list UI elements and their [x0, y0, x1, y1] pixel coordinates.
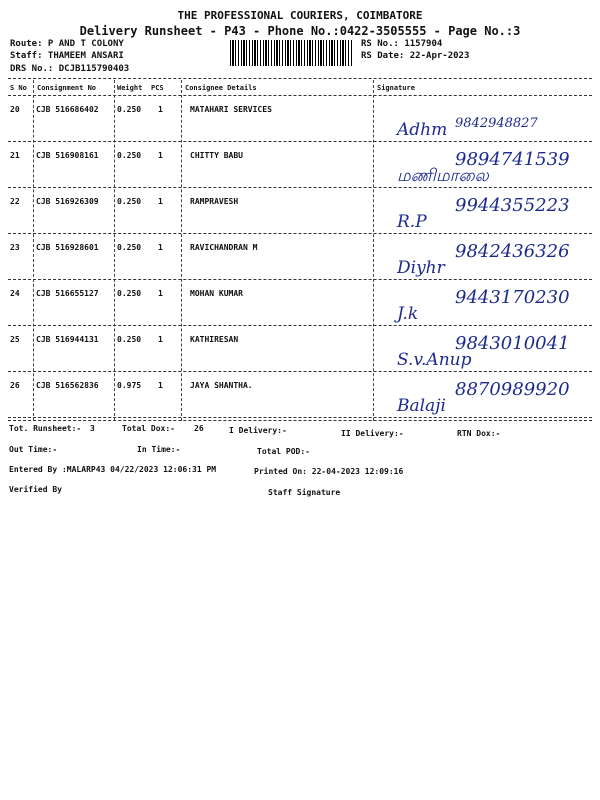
row-consignee: MOHAN KUMAR [190, 289, 243, 298]
row-sno: 22 [10, 197, 20, 206]
row-consignment-no: CJB 516926309 [36, 197, 99, 206]
route-label: Route: P AND T COLONY [10, 39, 124, 49]
rtn-dox-label: RTN Dox:- [457, 429, 501, 438]
table-row [8, 373, 592, 419]
staff-label: Staff: THAMEEM ANSARI [10, 51, 124, 61]
rs-number: RS No.: 1157904 [361, 39, 443, 49]
ii-delivery-label: II Delivery:- [341, 429, 404, 438]
row-sno: 23 [10, 243, 20, 252]
row-pcs: 1 [158, 151, 163, 160]
row-consignment-no: CJB 516562836 [36, 381, 99, 390]
row-consignment-no: CJB 516655127 [36, 289, 99, 298]
row-weight: 0.975 [117, 381, 142, 390]
row-consignee: RAMPRAVESH [190, 197, 239, 206]
signature-phone: 9842436326 [455, 241, 570, 262]
col-weight: Weight [117, 84, 143, 92]
signature-phone: 9944355223 [455, 195, 570, 216]
row-consignee: KATHIRESAN [190, 335, 239, 344]
printed-on: Printed On: 22-04-2023 12:09:16 [254, 467, 404, 476]
row-weight: 0.250 [117, 335, 142, 344]
in-time-label: In Time:- [137, 445, 181, 454]
table-top-rule [8, 78, 592, 79]
row-pcs: 1 [158, 197, 163, 206]
row-consignment-no: CJB 516686402 [36, 105, 99, 114]
signature-name: Adhm [397, 120, 448, 140]
row-pcs: 1 [158, 335, 163, 344]
row-pcs: 1 [158, 289, 163, 298]
table-row [8, 281, 592, 327]
col-signature: Signature [377, 84, 415, 92]
row-weight: 0.250 [117, 289, 142, 298]
signature-phone: 8870989920 [455, 379, 570, 400]
row-consignment-no: CJB 516928601 [36, 243, 99, 252]
total-dox-label: Total Dox:- [122, 424, 175, 433]
row-consignee: RAVICHANDRAN M [190, 243, 258, 252]
total-pod-label: Total POD:- [257, 447, 310, 456]
drs-number: DRS No.: DCJB115790403 [10, 64, 130, 74]
row-sno: 24 [10, 289, 20, 298]
col-consignee: Consignee Details [185, 84, 257, 92]
i-delivery-label: I Delivery:- [229, 426, 287, 435]
table-header-rule [8, 95, 592, 96]
handwritten-signature [375, 189, 595, 235]
table-row [8, 97, 592, 143]
signature-name: மணிமாலை [397, 166, 489, 186]
row-weight: 0.250 [117, 151, 142, 160]
row-divider [8, 233, 592, 234]
row-divider [8, 417, 592, 418]
handwritten-signature [375, 97, 595, 143]
col-pcs: PCS [151, 84, 164, 92]
row-divider [8, 325, 592, 326]
barcode [230, 40, 352, 66]
row-pcs: 1 [158, 105, 163, 114]
row-consignee: JAYA SHANTHA. [190, 381, 253, 390]
row-divider [8, 187, 592, 188]
handwritten-signature [375, 143, 595, 189]
total-dox-value: 26 [194, 424, 204, 433]
row-consignment-no: CJB 516944131 [36, 335, 99, 344]
row-sno: 25 [10, 335, 20, 344]
row-sno: 20 [10, 105, 20, 114]
row-sno: 26 [10, 381, 20, 390]
row-divider [8, 141, 592, 142]
row-divider [8, 279, 592, 280]
rs-date: RS Date: 22-Apr-2023 [361, 51, 470, 61]
signature-phone: 9842948827 [455, 116, 538, 131]
row-consignment-no: CJB 516908161 [36, 151, 99, 160]
signature-name: Diyhr [397, 258, 445, 278]
company-title: THE PROFESSIONAL COURIERS, COIMBATORE [177, 9, 423, 22]
entered-by: Entered By :MALARP43 04/22/2023 12:06:31 PM [9, 465, 217, 474]
verified-by-label: Verified By [9, 485, 62, 494]
signature-name: S.v.Anup [397, 350, 472, 370]
table-row [8, 143, 592, 189]
row-consignee: CHITTY BABU [190, 151, 243, 160]
table-row [8, 235, 592, 281]
handwritten-signature [375, 327, 595, 373]
total-runsheet-label: Tot. Runsheet:- [9, 424, 82, 433]
table-row [8, 327, 592, 373]
row-pcs: 1 [158, 243, 163, 252]
signature-phone: 9843010041 [455, 333, 570, 354]
row-divider [8, 371, 592, 372]
col-consignment: Consignment No [37, 84, 97, 92]
table-row [8, 189, 592, 235]
row-weight: 0.250 [117, 243, 142, 252]
signature-name: Balaji [397, 396, 446, 416]
row-weight: 0.250 [117, 105, 142, 114]
staff-signature-label: Staff Signature [268, 488, 341, 497]
handwritten-signature [375, 373, 595, 419]
out-time-label: Out Time:- [9, 445, 58, 454]
table-bottom-rule [8, 420, 592, 421]
handwritten-signature [375, 281, 595, 327]
runsheet-subtitle: Delivery Runsheet - P43 - Phone No.:0422-3505555 - Page No.:3 [79, 24, 521, 38]
signature-name: R.P [397, 212, 427, 232]
row-pcs: 1 [158, 381, 163, 390]
signature-phone: 9443170230 [455, 287, 570, 308]
row-sno: 21 [10, 151, 20, 160]
col-sno: S No [10, 84, 27, 92]
handwritten-signature [375, 235, 595, 281]
row-weight: 0.250 [117, 197, 142, 206]
signature-phone: 9894741539 [455, 149, 570, 170]
signature-name: J.k [397, 304, 419, 324]
total-runsheet-value: 3 [90, 424, 95, 433]
row-consignee: MATAHARI SERVICES [190, 105, 272, 114]
